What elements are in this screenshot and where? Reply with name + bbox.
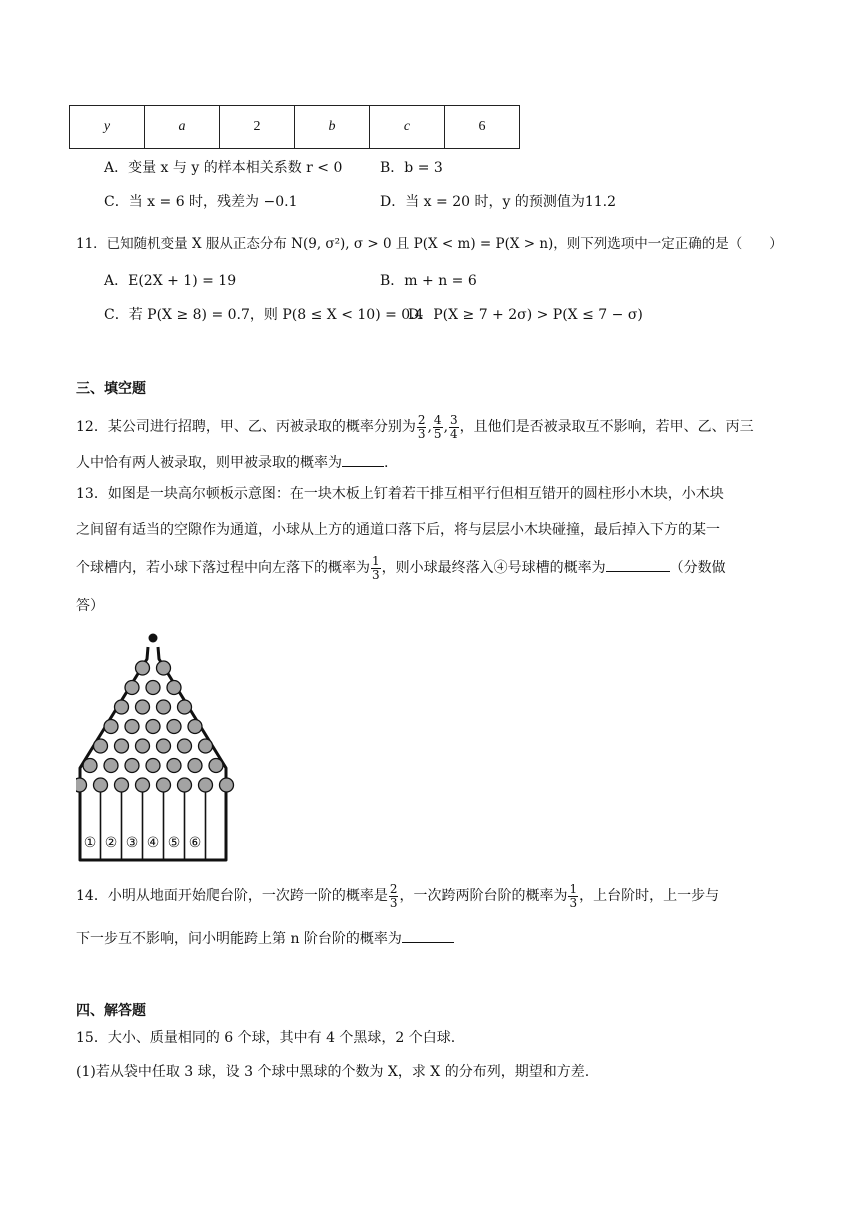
peg: [209, 759, 223, 773]
peg: [167, 681, 181, 695]
peg: [157, 739, 171, 753]
peg: [115, 700, 129, 714]
slot-label: ②: [104, 835, 118, 851]
table-cell: 2: [220, 106, 295, 149]
falling-ball: [149, 634, 158, 643]
slot-label: ④: [146, 835, 160, 851]
q12-line1: 12．某公司进行招聘，甲、乙、丙被录取的概率分别为 $\frac{2}{3}$ , $\frac{4}{5}$ , $\frac{3}{4}$ ，且他们是否被录取互不影响，若甲、乙、丙三: [76, 412, 754, 441]
q12-text: ，且他们是否被录取互不影响，若甲、乙、丙三: [459, 419, 754, 435]
fraction-denominator: 3: [569, 895, 578, 910]
q13-line1: 13．如图是一块高尔顿板示意图：在一块木板上钉着若干排互相平行但相互错开的圆柱形小木块，小木块: [76, 486, 724, 502]
q11-option-a: A．E(2X + 1) = 19: [104, 273, 237, 289]
peg: [199, 739, 213, 753]
section-heading: 三、填空题: [76, 381, 146, 397]
fraction-numerator: 4: [433, 412, 442, 427]
peg: [115, 739, 129, 753]
section-heading: 四、解答题: [76, 1003, 146, 1019]
q15-stem: 15．大小、质量相同的 6 个球，其中有 4 个黑球，2 个白球.: [76, 1030, 456, 1046]
q15-part1: (1)若从袋中任取 3 球，设 3 个球中黑球的个数为 X，求 X 的分布列，期望和方差.: [76, 1064, 590, 1080]
peg: [125, 759, 139, 773]
q14-line1: [76, 874, 719, 918]
q12-end: .: [384, 455, 389, 471]
q12-text: 人中恰有两人被录取，则甲被录取的概率为: [76, 455, 342, 471]
fraction-numerator: 3: [450, 412, 458, 427]
fraction-numerator: 2: [389, 881, 398, 896]
q14-text: 14．小明从地面开始爬台阶，一次跨一阶的概率是: [76, 888, 388, 904]
peg: [136, 778, 150, 792]
peg: [146, 720, 160, 734]
q10-option-b: B．b = 3: [380, 160, 443, 176]
q10-option-a: A．变量 x 与 y 的样本相关系数 r < 0: [104, 160, 343, 176]
q11-option-c: C．若 P(X ≥ 8) = 0.7，则 P(8 ≤ X < 10) = 0.4: [104, 307, 424, 323]
peg: [146, 681, 160, 695]
peg: [157, 700, 171, 714]
q10-option-d: D．当 x = 20 时，y 的预测值为11.2: [380, 194, 616, 210]
fraction: [433, 414, 443, 441]
peg: [115, 778, 129, 792]
q10-option-c: C．当 x = 6 时，残差为 −0.1: [104, 194, 298, 210]
q14-text: 下一步互不影响，问小明能跨上第 n 阶台阶的概率为: [76, 931, 402, 947]
answer-blank[interactable]: [402, 928, 454, 943]
q13-text: 个球槽内，若小球下落过程中向左落下的概率为: [76, 560, 370, 576]
fraction-denominator: 5: [433, 426, 442, 441]
peg: [188, 720, 202, 734]
answer-blank[interactable]: [606, 557, 670, 572]
peg: [136, 700, 150, 714]
fraction-denominator: 3: [389, 895, 398, 910]
slot-label: ③: [125, 835, 139, 851]
peg: [104, 759, 118, 773]
peg: [178, 739, 192, 753]
fraction: [568, 883, 578, 910]
peg: [83, 759, 97, 773]
peg: [76, 778, 87, 792]
fraction: [449, 414, 459, 441]
slot-label: ⑤: [167, 835, 181, 851]
fraction-numerator: 1: [372, 553, 380, 568]
peg: [94, 778, 108, 792]
peg: [220, 778, 234, 792]
table-cell: b: [295, 106, 370, 149]
q14-text: ，一次跨两阶台阶的概率为: [399, 888, 568, 904]
peg: [104, 720, 118, 734]
table-cell: y: [70, 106, 145, 149]
table-cell: c: [370, 106, 445, 149]
peg: [146, 759, 160, 773]
slot-label: ⑥: [188, 835, 202, 851]
fraction: [417, 414, 427, 441]
peg: [94, 739, 108, 753]
fraction-denominator: 4: [450, 426, 458, 441]
q13-line3: [76, 546, 726, 590]
fraction: [389, 883, 399, 910]
q12-line2: [76, 452, 388, 473]
peg: [157, 778, 171, 792]
fraction-numerator: 1: [569, 881, 578, 896]
fraction: [371, 555, 381, 582]
peg-array: [76, 661, 234, 792]
peg: [157, 661, 171, 675]
slot-label: ①: [83, 835, 97, 851]
data-table: [69, 105, 520, 149]
fraction-denominator: 3: [372, 567, 380, 582]
fraction-numerator: 2: [417, 412, 426, 427]
table-row: [70, 106, 520, 149]
table-cell: a: [145, 106, 220, 149]
peg: [178, 700, 192, 714]
peg: [125, 681, 139, 695]
q14-text: ，上台阶时，上一步与: [579, 888, 720, 904]
q13-text: （分数做: [669, 560, 726, 576]
q12-text: 12．某公司进行招聘，甲、乙、丙被录取的概率分别为: [76, 419, 416, 435]
peg: [167, 720, 181, 734]
q13-text: ，则小球最终落入④号球槽的概率为: [381, 560, 606, 576]
peg: [178, 778, 192, 792]
q13-line4: 答）: [76, 598, 104, 614]
q13-line2: 之间留有适当的空隙作为通道，小球从上方的通道口落下后，将与层层小木块碰撞，最后掉入下方的某一: [76, 522, 720, 538]
q11-option-b: B．m + n = 6: [380, 273, 477, 289]
answer-blank[interactable]: [342, 452, 384, 467]
peg: [199, 778, 213, 792]
peg: [167, 759, 181, 773]
q14-line2: [76, 928, 454, 949]
peg: [136, 661, 150, 675]
peg: [188, 759, 202, 773]
q11-stem: 11．已知随机变量 X 服从正态分布 N(9, σ²), σ > 0 且 P(X < m) = P(X > n)，则下列选项中一定正确的是（ ）: [76, 236, 783, 252]
q11-option-d: D．P(X ≥ 7 + 2σ) > P(X ≤ 7 − σ): [408, 307, 643, 323]
galton-board-figure: [76, 628, 236, 866]
peg: [136, 739, 150, 753]
peg: [125, 720, 139, 734]
table-cell: 6: [445, 106, 520, 149]
fraction-denominator: 3: [417, 426, 426, 441]
